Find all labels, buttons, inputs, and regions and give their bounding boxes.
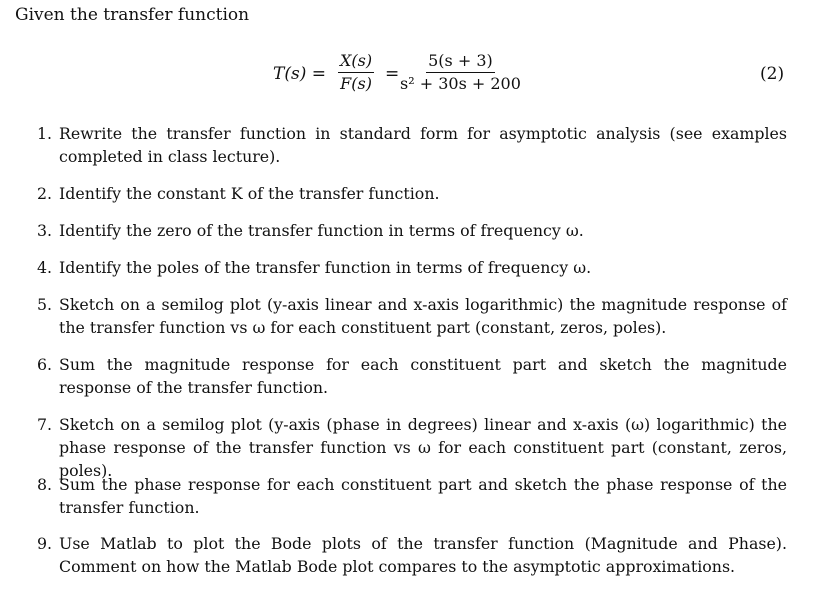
item-number: 4. <box>37 258 53 277</box>
list-item <box>37 413 787 482</box>
list-item <box>37 182 787 205</box>
intro-text: Given the transfer function <box>15 5 250 25</box>
fraction-xs-fs <box>338 52 374 93</box>
fraction-polynomial <box>400 52 521 93</box>
fraction-denominator: s² + 30s + 200 <box>400 74 521 93</box>
list-item <box>37 473 787 519</box>
item-number: 5. <box>37 295 53 314</box>
transfer-function-equation <box>0 50 829 102</box>
list-item <box>37 353 787 399</box>
list-item <box>37 256 787 279</box>
equation-lhs: T(s) = <box>273 64 326 84</box>
list-item <box>37 219 787 242</box>
item-text: Sketch on a semilog plot (y-axis linear and x-axis logarithmic) the magnitude response of the transfer function vs ω for each constituent part (constant, zeros, poles). <box>59 295 787 337</box>
equation-number: (2) <box>760 64 785 84</box>
item-number: 6. <box>37 355 53 374</box>
item-text: Sum the magnitude response for each constituent part and sketch the magnitude response of the transfer function. <box>59 355 787 397</box>
item-number: 2. <box>37 184 53 203</box>
item-text: Use Matlab to plot the Bode plots of the transfer function (Magnitude and Phase). Comment on how the Matlab Bode plot compares to the asymptotic approximations. <box>59 534 787 576</box>
item-text: Rewrite the transfer function in standard form for asymptotic analysis (see examples completed in class lecture). <box>59 124 787 166</box>
item-number: 1. <box>37 124 53 143</box>
list-item <box>37 532 787 578</box>
list-item <box>37 293 787 339</box>
equals-sign: = <box>385 64 400 84</box>
item-text: Identify the zero of the transfer function in terms of frequency ω. <box>59 221 584 240</box>
item-number: 3. <box>37 221 53 240</box>
item-text: Identify the constant K of the transfer function. <box>59 184 440 203</box>
item-text: Sum the phase response for each constituent part and sketch the phase response of the transfer function. <box>59 475 787 517</box>
list-item <box>37 122 787 168</box>
item-text: Sketch on a semilog plot (y-axis (phase in degrees) linear and x-axis (ω) logarithmic) the phase response of the transfer function vs ω for each constituent part (constant, zeros, poles). <box>59 415 787 480</box>
fraction-numerator: X(s) <box>338 52 374 73</box>
item-number: 9. <box>37 534 53 553</box>
item-number: 8. <box>37 475 53 494</box>
fraction-numerator: 5(s + 3) <box>426 52 495 73</box>
fraction-denominator: F(s) <box>340 74 372 93</box>
item-text: Identify the poles of the transfer function in terms of frequency ω. <box>59 258 592 277</box>
item-number: 7. <box>37 415 53 434</box>
